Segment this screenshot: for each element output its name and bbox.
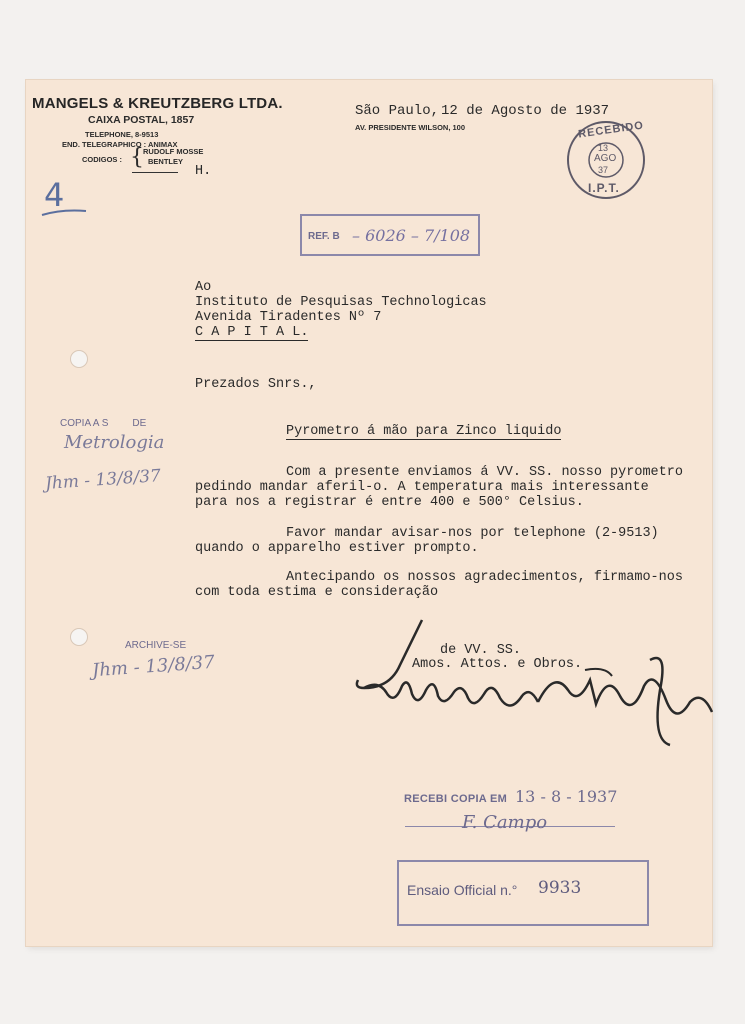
letterhead-rule <box>132 172 178 173</box>
recipient-city: C A P I T A L. <box>195 325 309 340</box>
page-number-underline <box>40 205 90 219</box>
recebido-label: RECEBIDO <box>577 119 645 141</box>
recebi-signature: F. Campo <box>462 812 548 833</box>
closing-line2: Amos. Attos. e Obros. <box>412 657 583 672</box>
recebido-institute: I.P.T. <box>588 181 620 195</box>
company-address: AV. PRESIDENTE WILSON, 100 <box>355 123 466 132</box>
copia-stamp: COPIA A S DE <box>60 418 147 429</box>
copia-department: Metrologia <box>64 432 165 453</box>
body-p3-l2: com toda estima e consideração <box>195 585 439 600</box>
ensaio-number: 9933 <box>538 878 582 898</box>
recebi-copia-stamp: RECEBI COPIA EM <box>404 793 508 805</box>
codigos-rudolf: RUDOLF MOSSE <box>143 147 204 156</box>
subject: Pyrometro á mão para Zinco liquido <box>286 424 562 439</box>
body-p3-l1: Antecipando os nossos agradecimentos, firmamo-nos <box>286 570 683 585</box>
punch-hole-bottom <box>70 628 88 646</box>
body-p2-l1: Favor mandar avisar-nos por telephone (2-9513) <box>286 526 659 541</box>
reference-initial: H. <box>195 164 212 179</box>
recebi-copia-date: 13 - 8 - 1937 <box>515 787 618 806</box>
body-p1-l2: pedindo mandar aferil-o. A temperatura mais interessante <box>195 480 649 495</box>
date-line <box>355 103 609 119</box>
recipient-institute: Instituto de Pesquisas Technologicas <box>195 295 487 310</box>
ensaio-label: Ensaio Official n.° <box>407 882 518 898</box>
salutation: Prezados Snrs., <box>195 377 317 392</box>
date: 12 de Agosto de 1937 <box>441 103 610 119</box>
telephone: TELEPHONE, 8-9513 <box>85 130 159 139</box>
page-number-annotation: 4 <box>44 176 65 214</box>
archive-stamp: ARCHIVE-SE <box>125 640 187 651</box>
copia-date: Jhm - 13/8/37 <box>44 465 162 495</box>
ref-handwritten: – 6026 – 7/108 <box>352 226 471 245</box>
punch-hole-top <box>70 350 88 368</box>
caixa-postal: CAIXA POSTAL, 1857 <box>88 114 195 126</box>
company-name: MANGELS & KREUTZBERG LTDA. <box>32 95 283 112</box>
recipient-ao: Ao <box>195 280 212 295</box>
body-p2-l2: quando o apparelho estiver prompto. <box>195 541 479 556</box>
telegraphico: END. TELEGRAPHICO : ANIMAX <box>62 140 178 149</box>
closing-line1: de VV. SS. <box>440 643 522 658</box>
archive-date: Jhm - 13/8/37 <box>91 651 216 682</box>
signature <box>350 610 720 760</box>
city: São Paulo, <box>355 103 440 119</box>
codigos-brace: { <box>130 145 144 170</box>
ref-printed: REF. B <box>308 231 340 242</box>
letter-sheet <box>26 80 712 946</box>
body-p1-l1: Com a presente enviamos á VV. SS. nosso pyrometro <box>286 465 683 480</box>
recebido-year: 37 <box>598 165 609 175</box>
recebido-day: 13 <box>598 143 609 153</box>
recebido-month: AGO <box>594 153 617 164</box>
recipient-street: Avenida Tiradentes Nº 7 <box>195 310 382 325</box>
body-p1-l3: para nos a registrar é entre 400 e 500° Celsius. <box>195 495 584 510</box>
codigos-label: CODIGOS : <box>82 155 123 164</box>
codigos-bentley: BENTLEY <box>148 157 184 166</box>
